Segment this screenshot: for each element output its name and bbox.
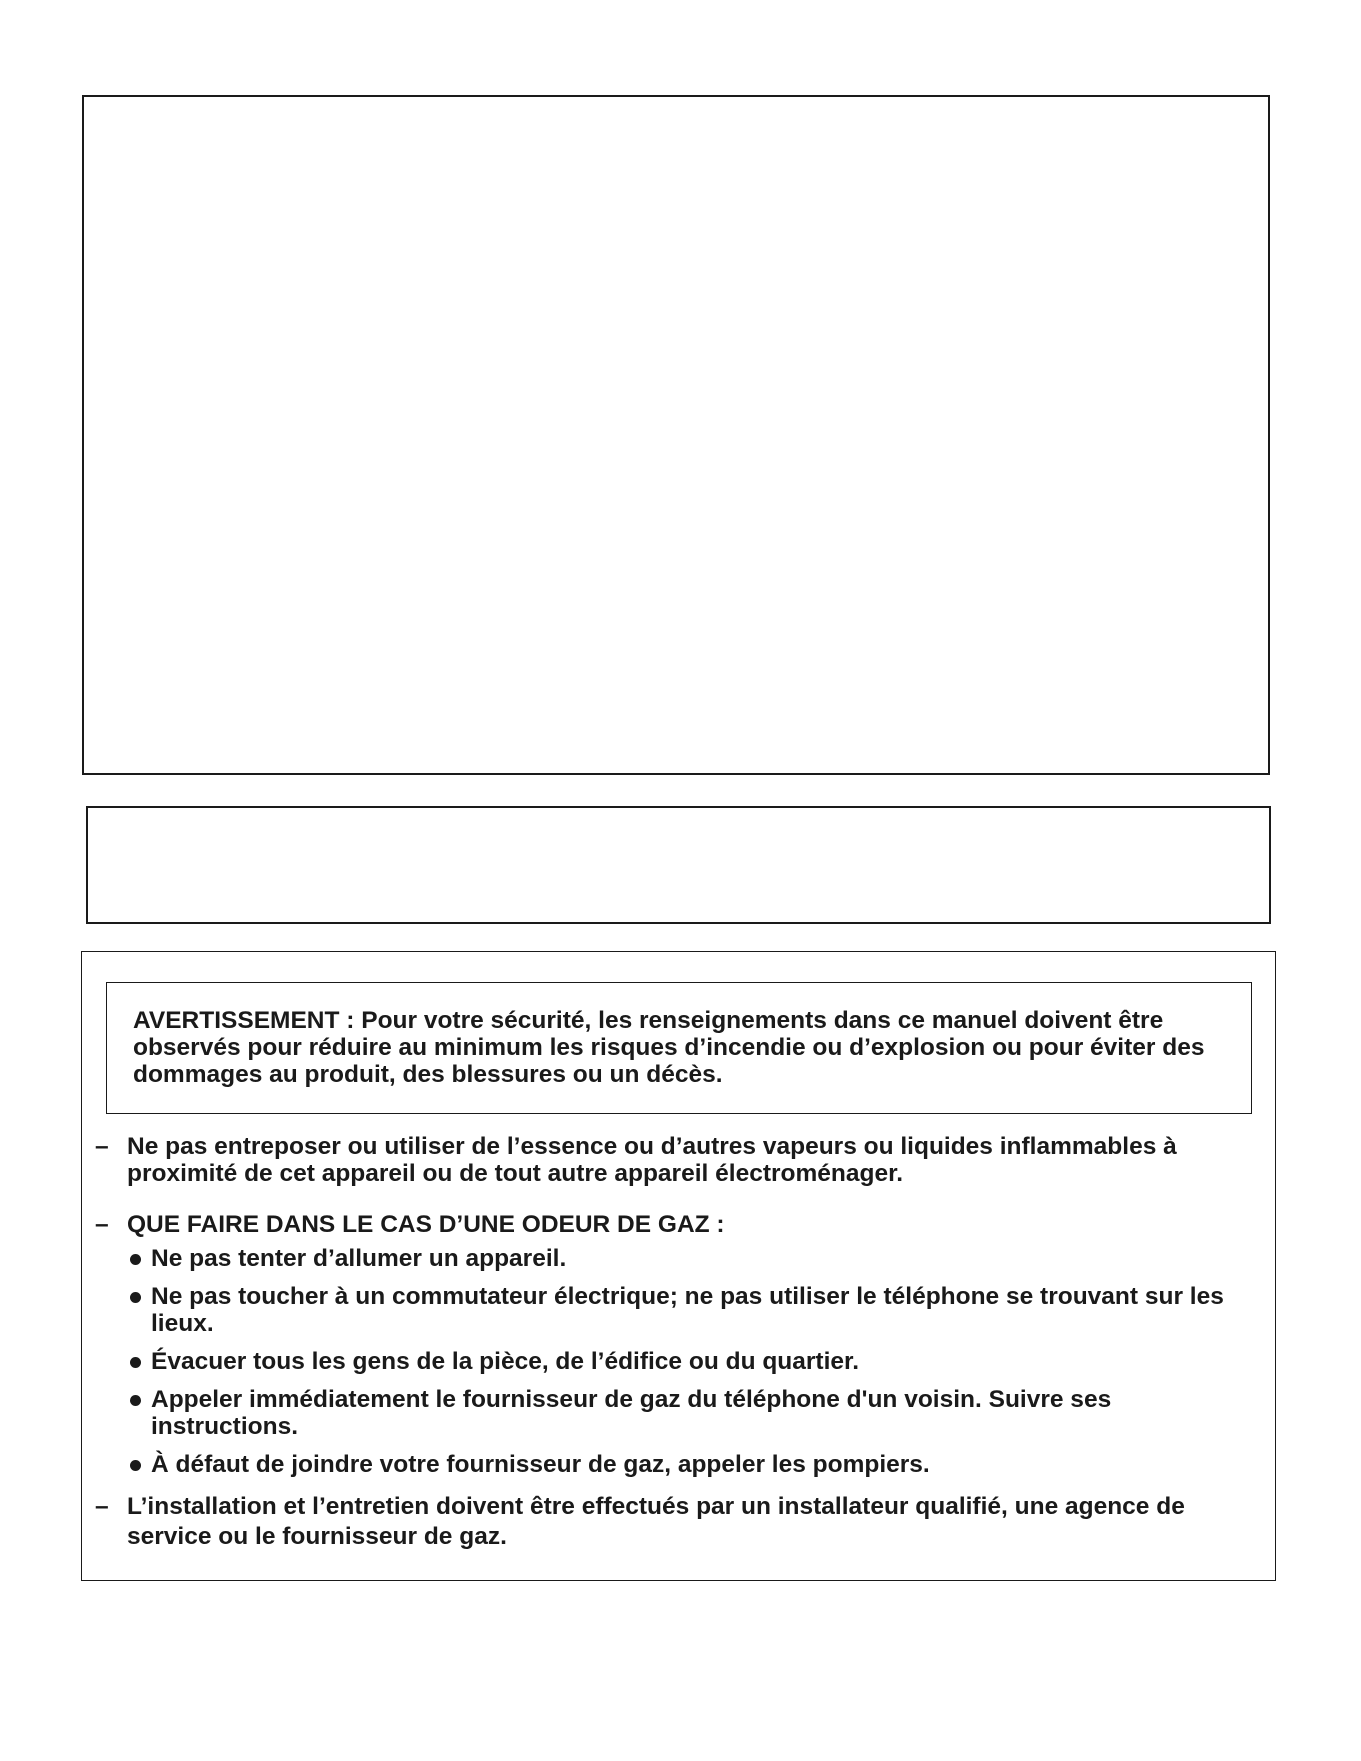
warning-statement-box bbox=[106, 982, 1252, 1114]
safety-instructions bbox=[95, 1133, 1260, 1552]
list-item bbox=[130, 1451, 1260, 1478]
list-item bbox=[130, 1386, 1260, 1440]
bullet-icon bbox=[130, 1357, 141, 1368]
dash-marker: – bbox=[95, 1133, 109, 1160]
empty-middle-frame bbox=[86, 806, 1271, 924]
bullet-icon bbox=[130, 1292, 141, 1303]
instruction-text: L’installation et l’entretien doivent être effectués par un installateur qualifié, une agence de service ou le fournisseur de gaz. bbox=[127, 1493, 1185, 1550]
instruction-text: Ne pas entreposer ou utiliser de l’essence ou d’autres vapeurs ou liquides inflammables à proximité de cet appareil ou de tout autre appareil électroménager. bbox=[127, 1133, 1177, 1187]
dash-marker: – bbox=[95, 1211, 109, 1238]
list-item-text: Ne pas tenter d’allumer un appareil. bbox=[151, 1245, 567, 1272]
list-item-text: Ne pas toucher à un commutateur électrique; ne pas utiliser le téléphone se trouvant sur les lieux. bbox=[151, 1283, 1224, 1337]
gas-odor-steps bbox=[95, 1245, 1260, 1478]
warning-statement: AVERTISSEMENT : Pour votre sécurité, les renseignements dans ce manuel doivent être observés pour réduire au minimum les risques d’incendie ou d’explosion ou pour éviter des dommages au produit, des blessures ou un décès. bbox=[133, 1007, 1205, 1088]
instruction-qualified-installer bbox=[95, 1492, 1260, 1552]
bullet-icon bbox=[130, 1395, 141, 1406]
list-item-text: À défaut de joindre votre fournisseur de gaz, appeler les pompiers. bbox=[151, 1451, 930, 1478]
list-item bbox=[130, 1348, 1260, 1375]
gas-odor-heading bbox=[95, 1211, 1260, 1238]
instruction-no-flammables bbox=[95, 1133, 1260, 1187]
empty-top-frame bbox=[82, 95, 1270, 775]
list-item-text: Appeler immédiatement le fournisseur de gaz du téléphone d'un voisin. Suivre ses instructions. bbox=[151, 1386, 1112, 1440]
list-item-text: Évacuer tous les gens de la pièce, de l’édifice ou du quartier. bbox=[151, 1348, 860, 1375]
list-item bbox=[130, 1245, 1260, 1272]
bullet-icon bbox=[130, 1254, 141, 1265]
dash-marker: – bbox=[95, 1493, 109, 1520]
bullet-icon bbox=[130, 1460, 141, 1471]
list-item bbox=[130, 1283, 1260, 1337]
heading-text: QUE FAIRE DANS LE CAS D’UNE ODEUR DE GAZ : bbox=[127, 1211, 725, 1238]
